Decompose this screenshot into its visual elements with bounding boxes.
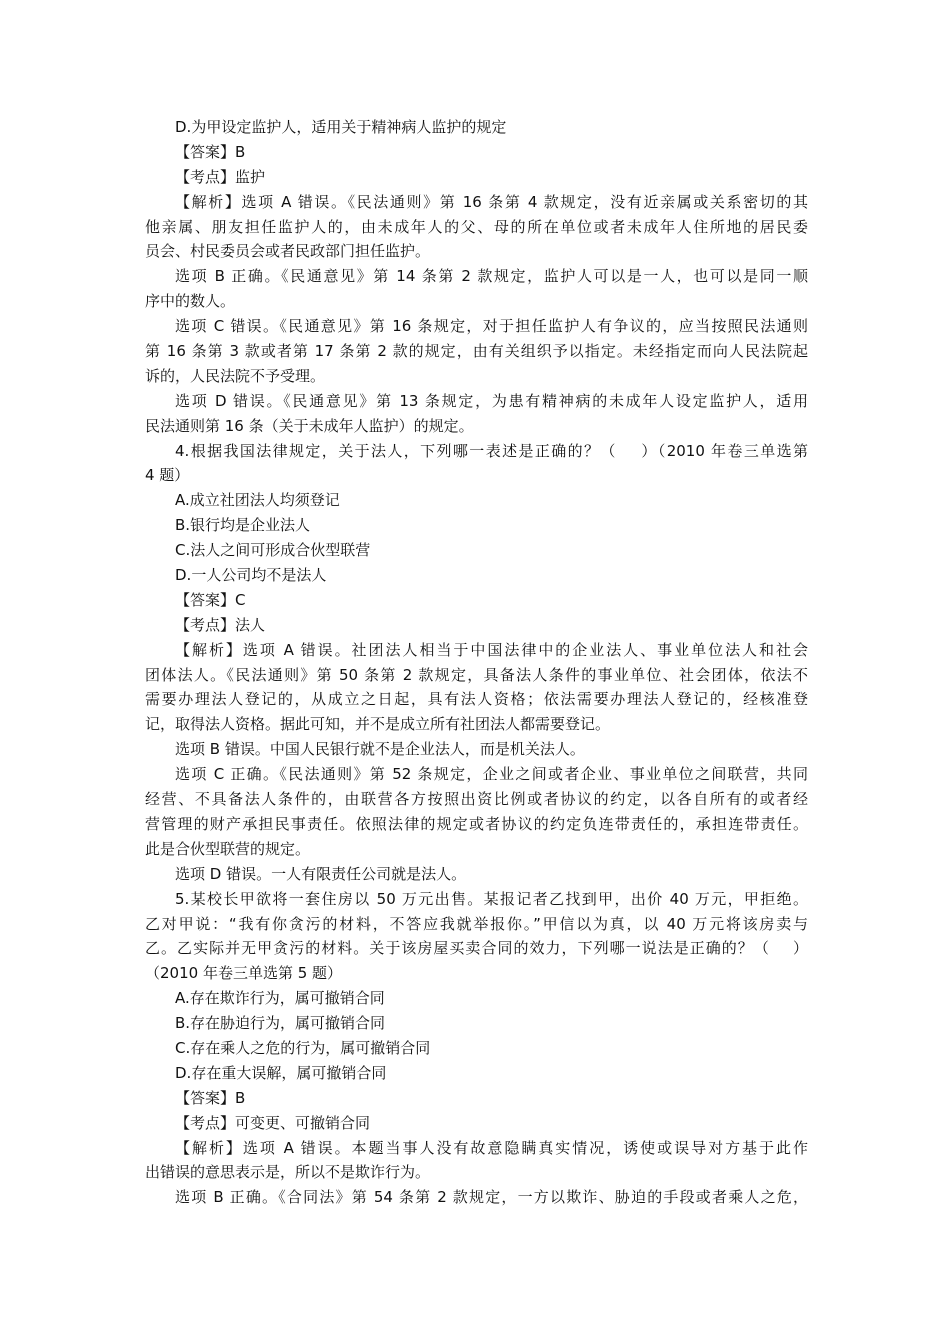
text-line: 【考点】法人 bbox=[175, 615, 266, 634]
text-line: 记，取得法人资格。据此可知，并不是成立所有社团法人都需要登记。 bbox=[145, 715, 611, 734]
text-line: 序中的数人。 bbox=[145, 292, 236, 311]
text-line: D.存在重大误解，属可撤销合同 bbox=[175, 1063, 387, 1082]
text-line: 选项 B 正确。《民通意见》第 14 条第 2 款规定，监护人可以是一人，也可以是同一顺 bbox=[175, 267, 808, 286]
text-line: B.存在胁迫行为，属可撤销合同 bbox=[175, 1014, 386, 1033]
text-line: 【答案】B bbox=[175, 142, 246, 161]
text-line: C.法人之间可形成合伙型联营 bbox=[175, 541, 371, 560]
text-line: 【答案】C bbox=[175, 590, 246, 609]
text-line: 【解析】选项 A 错误。社团法人相当于中国法律中的企业法人、事业单位法人和社会 bbox=[175, 640, 808, 659]
text-line: 选项 D 错误。《民通意见》第 13 条规定，为患有精神病的未成年人设定监护人，适用 bbox=[175, 391, 808, 410]
text-line: 乙对甲说：“我有你贪污的材料，不答应我就举报你。”甲信以为真，以 40 万元将该房卖与 bbox=[145, 914, 808, 933]
text-line: 选项 B 错误。中国人民银行就不是企业法人，而是机关法人。 bbox=[175, 740, 585, 759]
text-line: 【解析】选项 A 错误。《民法通则》第 16 条第 4 款规定，没有近亲属或关系密切的其 bbox=[175, 192, 808, 211]
text-line: 需要办理法人登记的，从成立之日起，具有法人资格；依法需要办理法人登记的，经核准登 bbox=[145, 690, 808, 709]
text-line: 此是合伙型联营的规定。 bbox=[145, 839, 311, 858]
document-page bbox=[145, 115, 808, 1210]
text-line: 选项 B 正确。《合同法》第 54 条第 2 款规定，一方以欺诈、胁迫的手段或者乘人之危， bbox=[175, 1188, 808, 1207]
text-line: 乙。乙实际并无甲贪污的材料。关于该房屋买卖合同的效力，下列哪一说法是正确的？（ ） bbox=[145, 939, 808, 958]
text-line: 【答案】B bbox=[175, 1088, 246, 1107]
text-line: 民法通则第 16 条（关于未成年人监护）的规定。 bbox=[145, 416, 474, 435]
text-line: 经营、不具备法人条件的，由联营各方按照出资比例或者协议的约定，以各自所有的或者经 bbox=[145, 790, 808, 809]
text-line: 【考点】可变更、可撤销合同 bbox=[175, 1113, 371, 1132]
text-line: C.存在乘人之危的行为，属可撤销合同 bbox=[175, 1038, 431, 1057]
text-line: A.存在欺诈行为，属可撤销合同 bbox=[175, 989, 385, 1008]
text-line: 第 16 条第 3 款或者第 17 条第 2 款的规定，由有关组织予以指定。未经指定而向人民法院起 bbox=[145, 342, 808, 361]
text-line: 【考点】监护 bbox=[175, 167, 266, 186]
text-line: 员会、村民委员会或者民政部门担任监护。 bbox=[145, 242, 431, 261]
text-line: 选项 D 错误。一人有限责任公司就是法人。 bbox=[175, 864, 467, 883]
text-line: 营管理的财产承担民事责任。依照法律的规定或者协议的约定负连带责任的，承担连带责任。 bbox=[145, 814, 808, 833]
text-line: 团体法人。《民法通则》第 50 条第 2 款规定，具备法人条件的事业单位、社会团体，依法不 bbox=[145, 665, 808, 684]
text-line: 诉的，人民法院不予受理。 bbox=[145, 366, 326, 385]
text-line: D.一人公司均不是法人 bbox=[175, 566, 327, 585]
text-line: 4.根据我国法律规定，关于法人，下列哪一表述是正确的？（ ）（2010 年卷三单选第 bbox=[175, 441, 808, 460]
text-line: B.银行均是企业法人 bbox=[175, 516, 311, 535]
text-line: （2010 年卷三单选第 5 题） bbox=[145, 964, 343, 983]
text-line: D.为甲设定监护人，适用关于精神病人监护的规定 bbox=[175, 118, 507, 136]
text-line: 选项 C 正确。《民法通则》第 52 条规定，企业之间或者企业、事业单位之间联营，共同 bbox=[175, 765, 808, 784]
text-line: 5.某校长甲欲将一套住房以 50 万元出售。某报记者乙找到甲，出价 40 万元，甲拒绝。 bbox=[175, 889, 808, 908]
text-line: 选项 C 错误。《民通意见》第 16 条规定，对于担任监护人有争议的，应当按照民法通则 bbox=[175, 317, 808, 336]
text-line: 4 题） bbox=[145, 466, 190, 485]
text-line: A.成立社团法人均须登记 bbox=[175, 491, 340, 510]
text-line: 他亲属、朋友担任监护人的，由未成年人的父、母的所在单位或者未成年人住所地的居民委 bbox=[145, 217, 808, 236]
text-line: 【解析】选项 A 错误。本题当事人没有故意隐瞒真实情况，诱使或误导对方基于此作 bbox=[175, 1138, 808, 1157]
text-line: 出错误的意思表示是，所以不是欺诈行为。 bbox=[145, 1163, 431, 1182]
